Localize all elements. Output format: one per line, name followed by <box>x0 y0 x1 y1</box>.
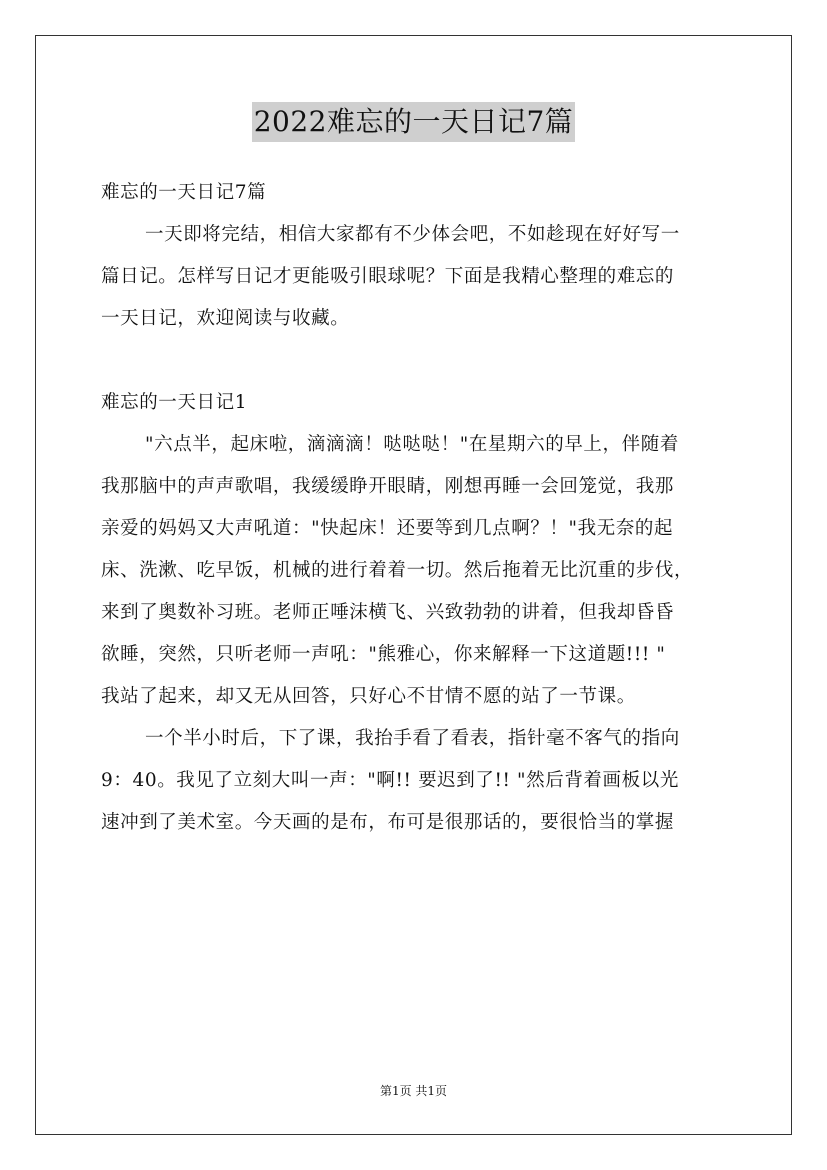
text-line: 难忘的一天日记7篇 <box>101 182 267 203</box>
text-line: 篇日记。怎样写日记才更能吸引眼球呢？下面是我精心整理的难忘的 <box>101 266 675 287</box>
title-container <box>0 102 827 142</box>
text-line: 亲爱的妈妈又大声吼道："快起床！还要等到几点啊？！"我无奈的起 <box>101 518 674 539</box>
blank-line <box>101 340 731 382</box>
text-line: 一个半小时后，下了课，我抬手看了看表，指针毫不客气的指向 <box>145 728 680 749</box>
text-line: 一天日记，欢迎阅读与收藏。 <box>101 308 350 329</box>
text-line: 9：40。我见了立刻大叫一声："啊!! 要迟到了!! "然后背着画板以光 <box>101 770 679 791</box>
text-line: 欲睡，突然，只听老师一声吼："熊雅心，你来解释一下这道题!!! " <box>101 644 666 665</box>
document-title: 2022难忘的一天日记7篇 <box>252 102 576 142</box>
text-line: "六点半，起床啦，滴滴滴！哒哒哒！"在星期六的早上，伴随着 <box>145 434 679 455</box>
text-line: 我那脑中的声声歌唱，我缓缓睁开眼睛，刚想再睡一会回笼觉，我那 <box>101 476 675 497</box>
text-line: 床、洗漱、吃早饭，机械的进行着着一切。然后拖着无比沉重的步伐， <box>101 560 694 581</box>
page-footer: 第1页 共1页 <box>379 1084 448 1098</box>
text-line: 一天即将完结，相信大家都有不少体会吧，不如趁现在好好写一 <box>145 224 680 245</box>
text-line: 来到了奥数补习班。老师正唾沫横飞、兴致勃勃的讲着，但我却昏昏 <box>101 602 675 623</box>
document-body <box>101 172 731 844</box>
text-line: 速冲到了美术室。今天画的是布，布可是很那话的，要很恰当的掌握 <box>101 812 675 833</box>
text-line: 我站了起来，却又无从回答，只好心不甘情不愿的站了一节课。 <box>101 686 636 707</box>
text-line: 难忘的一天日记1 <box>101 392 248 413</box>
